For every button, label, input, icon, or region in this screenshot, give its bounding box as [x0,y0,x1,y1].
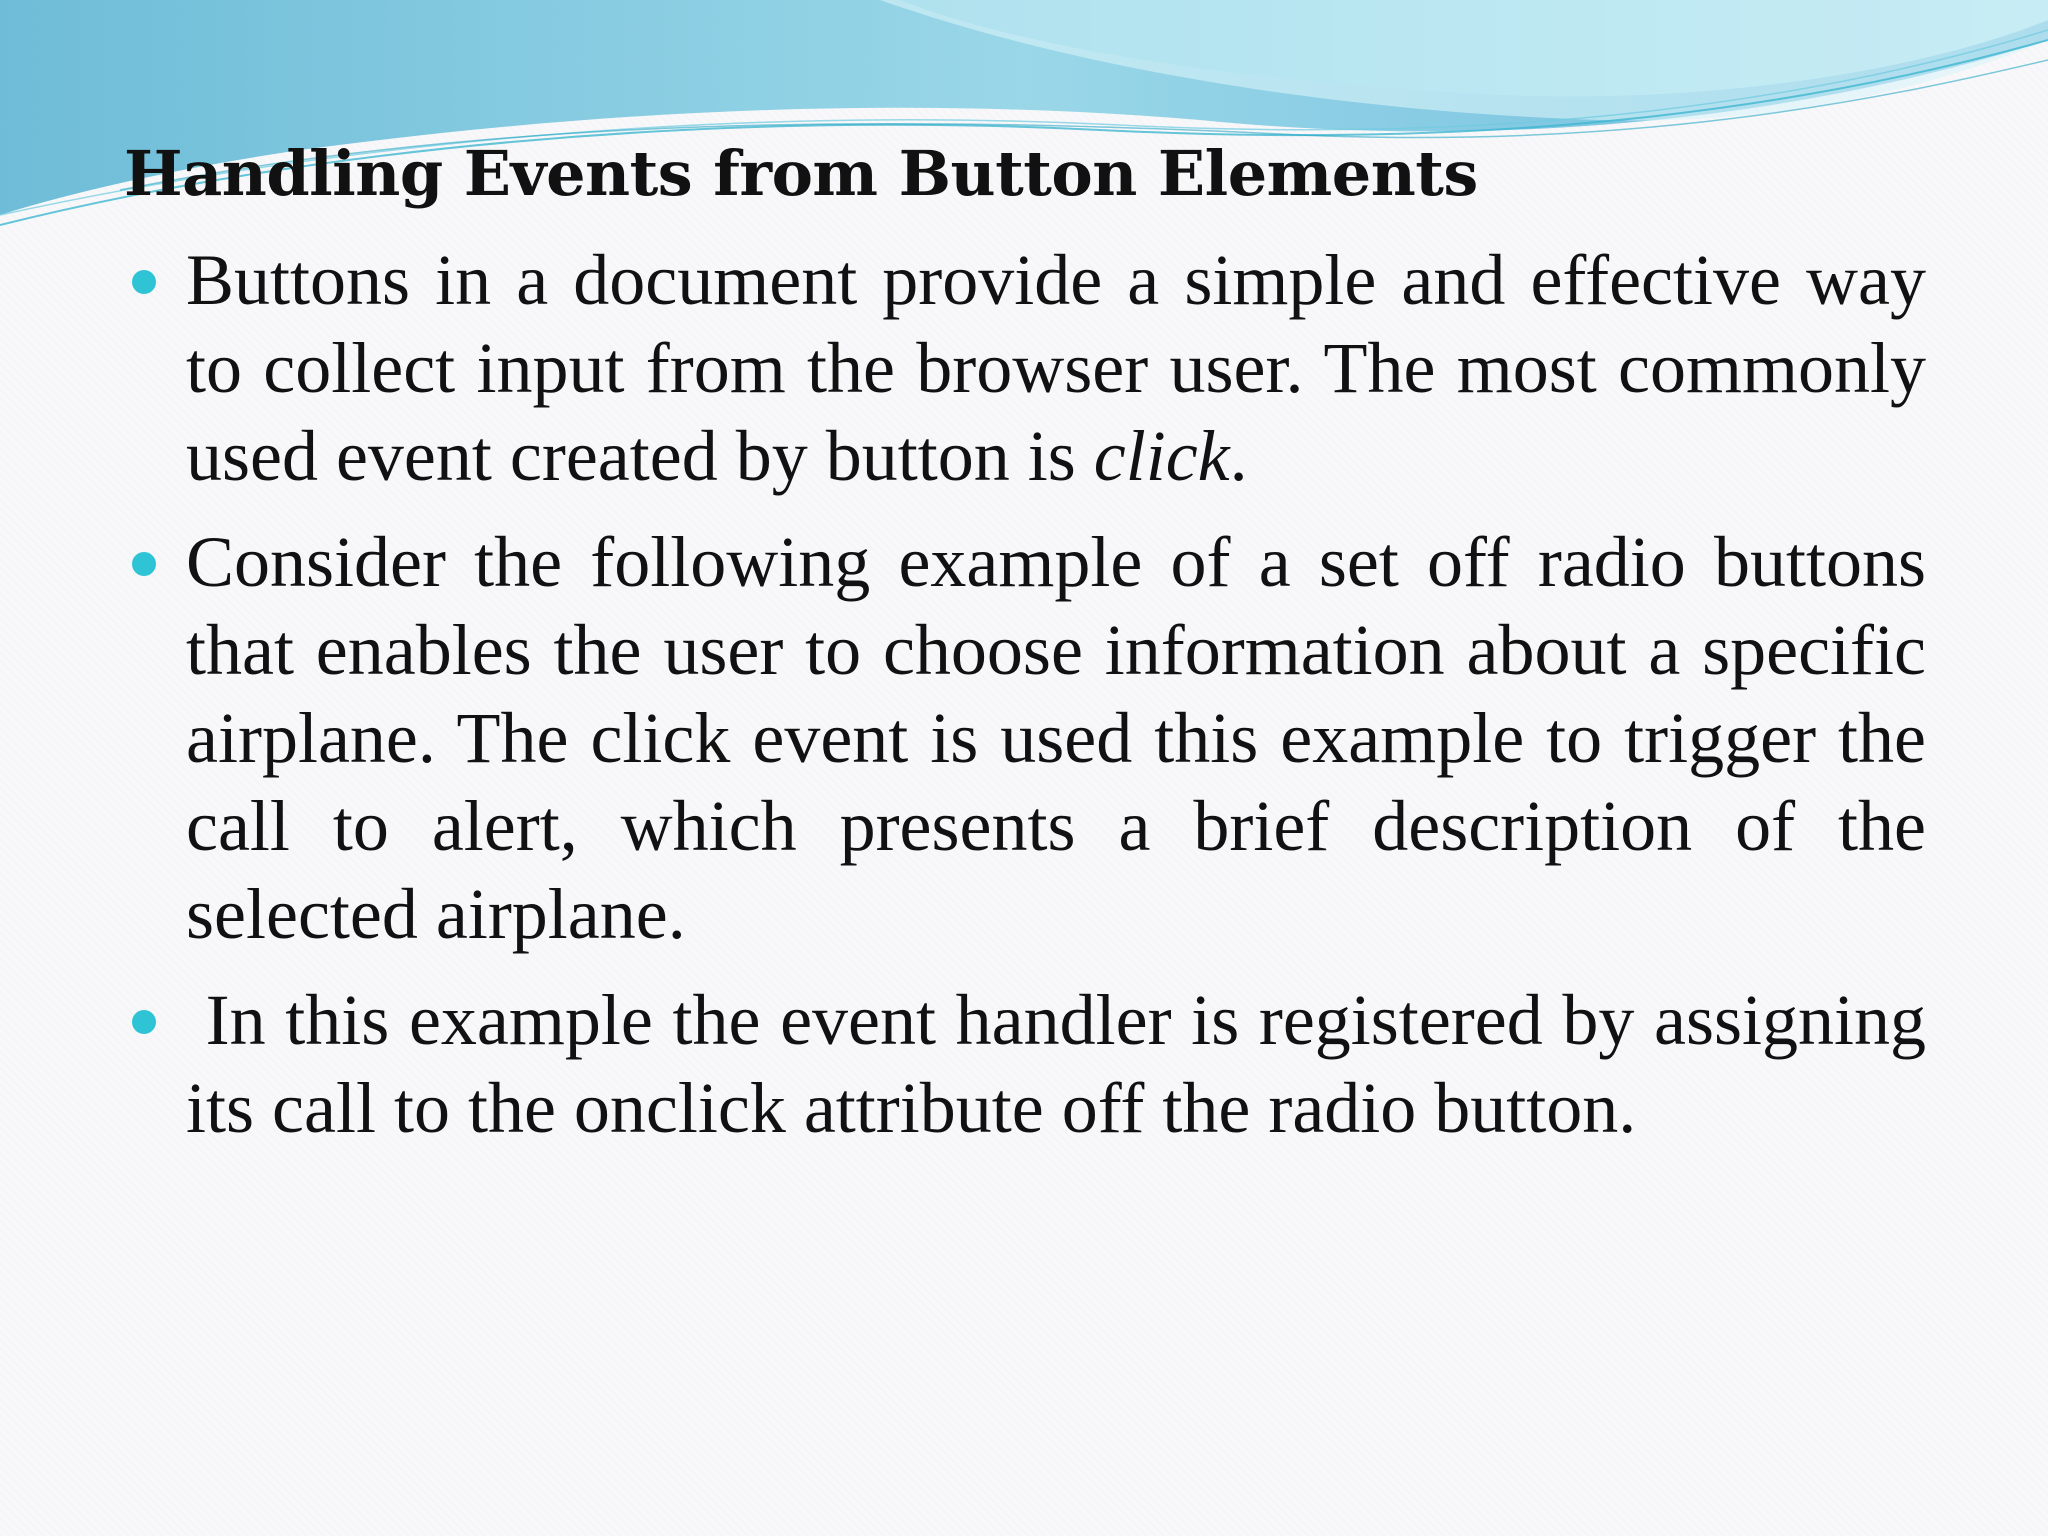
header-wave-decoration [0,0,2048,260]
bullet-1-italic: click [1093,416,1230,496]
bullet-text-3: In this example the event handler is registered by assigning its call to the onclick attribute off the radio button. [186,980,1944,1148]
bullet-item-1 [126,236,1926,500]
bullet-1-end: . [1229,416,1248,496]
bullet-item-2 [126,518,1926,958]
bullet-dot-icon [132,270,156,294]
bullet-list [126,236,1944,1170]
slide-title: Handling Events from Button Elements [124,137,1478,210]
bullet-dot-icon [132,1010,156,1034]
bullet-text-2: Consider the following example of a set off radio buttons that enables the user to choose information about a specific airplane. The click event is used this example to trigger the call to alert, which presents a brief description of the selected airplane. [186,522,1926,954]
bullet-item-3 [126,976,1944,1152]
bullet-dot-icon [132,552,156,576]
bullet-1-text: Buttons in a document provide a simple and effective way to collect input from the browser user. The most commonly used event created by button is [186,240,1926,496]
bullet-text-1 [186,236,1926,500]
